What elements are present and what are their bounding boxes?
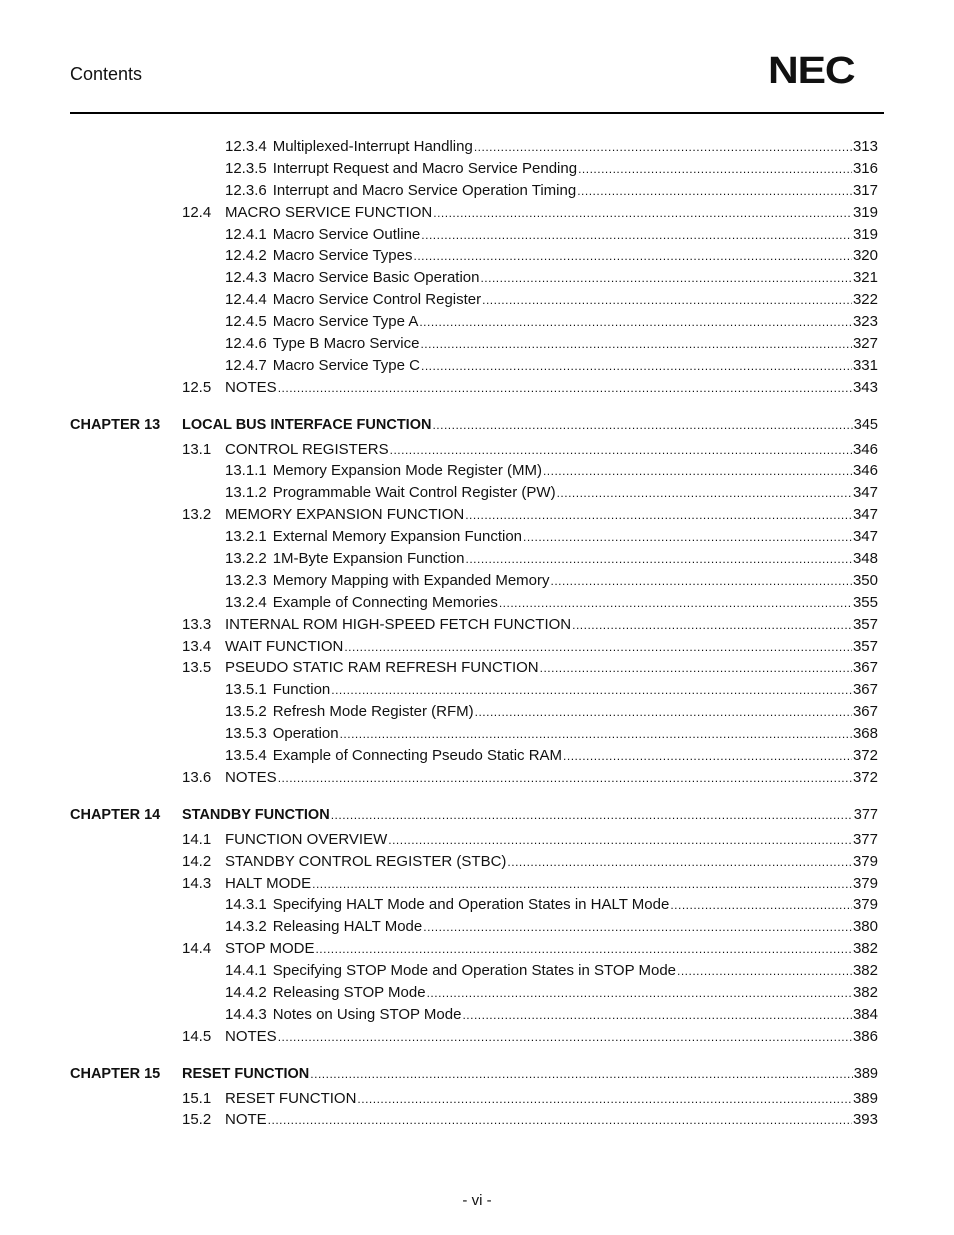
toc-section-number: 12.4.1 [225,225,267,243]
toc-page-number: 382 [852,962,878,980]
toc-entry [70,938,878,960]
toc-section-number: 13.1.2 [225,484,267,502]
toc-entry-line [225,548,878,571]
toc-page-number: 386 [852,1027,878,1045]
toc-entry-title: NOTES [225,768,277,786]
toc-entry [70,701,878,723]
toc-dot-leader [474,136,852,159]
toc-section-number: 13.2.1 [225,528,267,546]
toc-section-number: 13.1.1 [225,462,267,480]
toc-dot-leader [268,1109,852,1132]
toc-entry-title: Macro Service Basic Operation [272,269,480,287]
toc-entry [70,526,878,548]
toc-dot-leader [423,916,852,939]
toc-page-number: 382 [852,940,878,958]
page-header-title: Contents [70,64,143,84]
toc-dot-leader [312,873,852,896]
toc-entry-title: PSEUDO STATIC RAM REFRESH FUNCTION [225,659,539,677]
toc-entry [70,180,878,202]
toc-entry-title: Specifying HALT Mode and Operation States in HALT Mode [272,896,670,914]
toc-entry [70,614,878,636]
toc-entry-line [225,311,878,334]
toc-page-number: 368 [852,725,878,743]
toc-dot-leader [388,829,852,852]
toc-entry-title: NOTE [225,1111,267,1129]
toc-entry [70,289,878,311]
toc-section-number: 12.4.7 [225,356,267,374]
toc-section-number: 15.1 [182,1089,212,1107]
toc-page-number: 350 [852,571,878,589]
toc-page-number: 317 [852,181,878,199]
toc-page-number: 327 [852,335,878,353]
toc-entry-line [225,289,878,312]
toc-entry-title: Macro Service Outline [272,225,421,243]
toc-page-number: 379 [852,896,878,914]
toc-entry-line [225,136,878,159]
toc-entry-line [182,938,878,961]
toc-entry-line [182,805,878,827]
toc-entry-title: Example of Connecting Pseudo Static RAM [272,747,563,765]
toc-entry-title: Macro Service Types [272,247,413,265]
toc-entry-line [182,1109,878,1132]
toc-dot-leader [427,982,852,1005]
toc-section-number: 13.5.3 [225,725,267,743]
toc-page-number: 347 [852,506,878,524]
toc-entry-title: Operation [272,725,339,743]
toc-entry [70,504,878,526]
toc-entry-line [182,439,878,462]
toc-dot-leader [543,460,852,483]
toc-dot-leader [420,333,852,356]
toc-dot-leader [310,1064,853,1086]
toc-entry [70,916,878,938]
toc-entry-title: Specifying STOP Mode and Operation States in STOP Mode [272,962,677,980]
toc-chapter-entry [70,1064,878,1086]
toc-section-number: 12.4.6 [225,335,267,353]
toc-dot-leader [670,894,852,917]
toc-entry-title: HALT MODE [225,874,312,892]
toc-section-number: 13.2.2 [225,550,267,568]
toc-page-number: 377 [852,830,878,848]
toc-entry-line [182,1064,878,1086]
toc-entry-title: External Memory Expansion Function [272,528,522,546]
toc-section-number: 12.3.4 [225,138,267,155]
toc-entry-title: Macro Service Control Register [272,291,482,309]
toc-section-number: 14.5 [182,1027,212,1045]
toc-entry-line [225,723,878,746]
toc-dot-leader [465,504,852,527]
toc-section-number: 14.4.2 [225,983,267,1001]
toc-section-number: 14.3.2 [225,918,267,936]
toc-entry [70,245,878,267]
toc-section-number: 13.5 [182,659,212,677]
toc-chapter-entry [70,805,878,827]
toc-dot-leader [357,1088,852,1111]
toc-entry [70,224,878,246]
toc-chapter-number: CHAPTER 14 [70,806,161,823]
toc-entry [70,355,878,377]
toc-entry [70,548,878,570]
toc-entry-title: RESET FUNCTION [225,1089,357,1107]
toc-entry-title: Type B Macro Service [272,335,420,353]
toc-entry-title: Interrupt Request and Macro Service Pending [272,159,578,177]
toc-dot-leader [480,267,852,290]
toc-page-number: 372 [852,747,878,765]
toc-entry [70,829,878,851]
toc-entry-title: STANDBY FUNCTION [182,806,330,823]
toc-dot-leader [578,158,852,181]
toc-dot-leader [278,1026,852,1049]
toc-entry-line [225,960,878,983]
toc-entry-title: Multiplexed-Interrupt Handling [272,138,473,155]
toc-entry [70,636,878,658]
toc-entry [70,1109,878,1131]
toc-entry [70,333,878,355]
toc-page-number: 377 [853,806,878,823]
toc-dot-leader [340,723,852,746]
toc-entry-title: Notes on Using STOP Mode [272,1005,462,1023]
toc-dot-leader [344,636,852,659]
toc-dot-leader [677,960,852,983]
toc-dot-leader [421,355,852,378]
toc-entry-line [225,460,878,483]
toc-dot-leader [499,592,852,615]
toc-dot-leader [523,526,852,549]
toc-entry-line [225,679,878,702]
toc-section-number: 12.4.4 [225,291,267,309]
toc-page-number: 357 [852,637,878,655]
toc-page-number: 367 [852,659,878,677]
toc-dot-leader [414,245,852,268]
toc-entry-title: STOP MODE [225,940,315,958]
toc-entry-title: MACRO SERVICE FUNCTION [225,203,433,221]
toc-section-number: 13.3 [182,615,212,633]
toc-entry-line [225,570,878,593]
toc-section-number: 14.3 [182,874,212,892]
toc-page-number: 393 [852,1111,878,1129]
toc-dot-leader [315,938,852,961]
toc-entry [70,982,878,1004]
toc-entry [70,1026,878,1048]
toc-page-number: 389 [852,1089,878,1107]
toc-entry-title: Example of Connecting Memories [272,593,498,611]
toc-dot-leader [465,548,851,571]
toc-entry [70,767,878,789]
toc-page-number: 347 [852,528,878,546]
toc-entry-title: Refresh Mode Register (RFM) [272,703,474,721]
toc-dot-leader [390,439,852,462]
toc-page-number: 389 [853,1065,878,1082]
toc-section-number: 13.4 [182,637,212,655]
toc-section-number: 12.5 [182,378,212,396]
toc-section-number: 12.4 [182,203,212,221]
toc-entry [70,570,878,592]
toc-dot-leader [577,180,852,203]
toc-page-number: 346 [852,462,878,480]
toc-entry-line [225,482,878,505]
toc-entry-title: Releasing HALT Mode [272,918,423,936]
toc-dot-leader [419,311,852,334]
toc-entry-line [182,202,878,225]
toc-entry [70,1088,878,1110]
toc-entry-line [182,1026,878,1049]
toc-entry-title: WAIT FUNCTION [225,637,344,655]
toc-entry-title: Programmable Wait Control Register (PW) [272,484,556,502]
toc-entry [70,136,878,158]
toc-entry [70,1004,878,1026]
toc-entry [70,592,878,614]
toc-entry-line [182,614,878,637]
toc-section-number: 14.4.1 [225,962,267,980]
toc-entry-line [225,267,878,290]
toc-entry [70,723,878,745]
toc-page-number: 379 [852,852,878,870]
toc-dot-leader [331,805,853,827]
toc-dot-leader [572,614,852,637]
toc-entry-title: Memory Mapping with Expanded Memory [272,571,550,589]
toc-entry-line [225,224,878,247]
toc-entry [70,377,878,399]
toc-entry [70,960,878,982]
toc-page-number: 380 [852,918,878,936]
toc-dot-leader [507,851,852,874]
toc-section-number: 13.2.4 [225,593,267,611]
toc-section-number: 14.3.1 [225,896,267,914]
toc-dot-leader [433,202,852,225]
toc-section-number: 14.4 [182,940,212,958]
toc-page-number: 319 [852,225,878,243]
toc-dot-leader [278,377,852,400]
toc-entry-line [182,636,878,659]
toc-entry-line [225,158,878,181]
toc-page-number: 347 [852,484,878,502]
toc-entry [70,482,878,504]
toc-page-number: 343 [852,378,878,396]
toc-section-number: 14.4.3 [225,1005,267,1023]
toc-entry-line [225,916,878,939]
toc-entry [70,679,878,701]
header-divider [70,112,884,114]
table-of-contents [70,136,878,1131]
toc-section-number: 12.3.6 [225,181,267,199]
toc-entry-title: STANDBY CONTROL REGISTER (STBC) [225,852,507,870]
toc-chapter-number: CHAPTER 15 [70,1065,161,1082]
page-number: - vi - [462,1192,492,1209]
toc-section-number: 12.4.3 [225,269,267,287]
toc-section-number: 13.5.1 [225,681,267,699]
toc-entry-line [225,592,878,615]
toc-section-number: 12.4.5 [225,313,267,331]
toc-entry-title: NOTES [225,1027,277,1045]
toc-dot-leader [432,415,852,437]
toc-entry-line [225,526,878,549]
toc-entry-title: INTERNAL ROM HIGH-SPEED FETCH FUNCTION [225,615,572,633]
toc-page-number: 319 [852,203,878,221]
toc-page-number: 346 [852,440,878,458]
toc-dot-leader [557,482,852,505]
toc-entry-title: Macro Service Type A [272,313,419,331]
toc-section-number: 13.5.4 [225,747,267,765]
toc-entry-title: Macro Service Type C [272,356,420,374]
toc-entry-title: CONTROL REGISTERS [225,440,389,458]
toc-section-number: 13.5.2 [225,703,267,721]
toc-entry-line [225,701,878,724]
toc-page-number: 313 [852,138,878,155]
toc-entry-title: LOCAL BUS INTERFACE FUNCTION [182,416,432,433]
toc-page-number: 348 [852,550,878,568]
toc-entry-line [182,873,878,896]
toc-section-number: 12.3.5 [225,159,267,177]
toc-entry [70,311,878,333]
toc-section-number: 15.2 [182,1111,212,1129]
toc-page-number: 357 [852,615,878,633]
toc-entry-line [225,894,878,917]
toc-dot-leader [331,679,852,702]
toc-entry-line [182,1088,878,1111]
toc-section-number: 14.1 [182,830,212,848]
toc-page-number: 384 [852,1005,878,1023]
toc-entry [70,439,878,461]
toc-entry [70,460,878,482]
toc-section-number: 13.2 [182,506,212,524]
toc-entry-line [225,982,878,1005]
toc-page-number: 345 [853,416,878,433]
toc-entry-line [182,377,878,400]
toc-entry [70,894,878,916]
toc-entry-title: Releasing STOP Mode [272,983,426,1001]
toc-page-number: 367 [852,681,878,699]
toc-page-number: 316 [852,159,878,177]
toc-dot-leader [421,224,852,247]
toc-entry-title: Memory Expansion Mode Register (MM) [272,462,542,480]
toc-dot-leader [563,745,852,768]
toc-dot-leader [551,570,852,593]
toc-entry-line [182,504,878,527]
toc-dot-leader [278,767,852,790]
toc-dot-leader [482,289,852,312]
toc-entry-title: MEMORY EXPANSION FUNCTION [225,506,465,524]
toc-entry-title: 1M-Byte Expansion Function [272,550,465,568]
toc-chapter-number: CHAPTER 13 [70,416,161,433]
toc-entry-line [225,1004,878,1027]
toc-section-number: 13.6 [182,768,212,786]
toc-page-number: 331 [852,356,878,374]
toc-entry-line [225,180,878,203]
toc-dot-leader [462,1004,852,1027]
toc-entry-line [225,333,878,356]
toc-entry-title: NOTES [225,378,277,396]
toc-entry-line [182,657,878,680]
toc-entry-line [182,829,878,852]
toc-page-number: 323 [852,313,878,331]
toc-entry [70,851,878,873]
toc-entry-line [182,767,878,790]
nec-logo: NEC [768,50,855,92]
toc-entry [70,873,878,895]
toc-entry-line [225,745,878,768]
toc-page-number: 322 [852,291,878,309]
toc-page-number: 320 [852,247,878,265]
toc-section-number: 14.2 [182,852,212,870]
toc-chapter-entry [70,415,878,437]
toc-dot-leader [540,657,852,680]
toc-page-number: 372 [852,768,878,786]
toc-entry-title: FUNCTION OVERVIEW [225,830,388,848]
toc-page-number: 321 [852,269,878,287]
toc-entry [70,202,878,224]
toc-dot-leader [475,701,852,724]
toc-entry-title: RESET FUNCTION [182,1065,310,1082]
toc-entry-title: Function [272,681,331,699]
toc-entry [70,267,878,289]
toc-section-number: 13.2.3 [225,571,267,589]
toc-entry-line [182,851,878,874]
toc-section-number: 12.4.2 [225,247,267,265]
toc-entry-title: Interrupt and Macro Service Operation Timing [272,181,577,199]
toc-entry [70,158,878,180]
toc-entry-line [225,355,878,378]
toc-page-number: 379 [852,874,878,892]
toc-entry-line [182,415,878,437]
toc-page-number: 355 [852,593,878,611]
toc-section-number: 13.1 [182,440,212,458]
toc-entry [70,657,878,679]
toc-page-number: 382 [852,983,878,1001]
toc-entry-line [225,245,878,268]
toc-entry [70,745,878,767]
toc-page-number: 367 [852,703,878,721]
